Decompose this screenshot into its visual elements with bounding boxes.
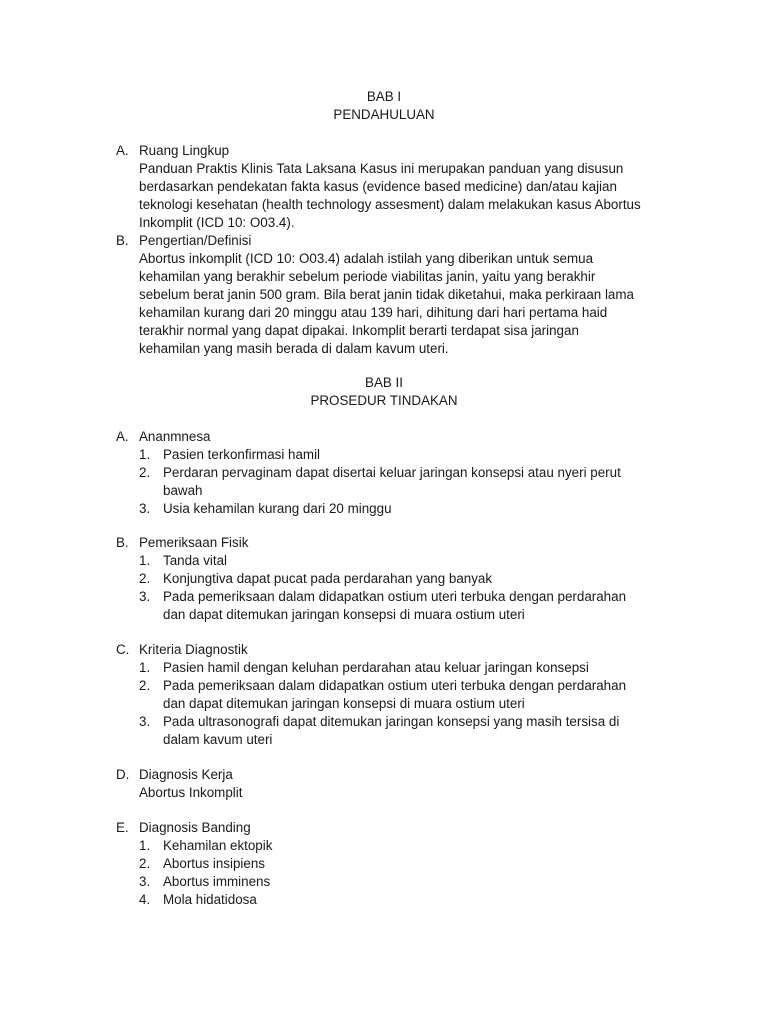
section-line: Panduan Praktis Klinis Tata Laksana Kasus ini merupakan panduan yang disusun <box>139 161 624 176</box>
section-letter: A. <box>116 429 129 444</box>
section-heading: Diagnosis Banding <box>139 820 251 835</box>
section-line: berdasarkan pendekatan fakta kasus (evidence based medicine) dan/atau kajian <box>139 179 617 194</box>
list-line: Pasien hamil dengan keluhan perdarahan atau keluar jaringan konsepsi <box>163 660 589 675</box>
section-letter: D. <box>116 767 130 782</box>
bab2-section-c <box>116 641 676 749</box>
list-line: Konjungtiva dapat pucat pada perdarahan yang banyak <box>163 571 493 586</box>
list-line: Pasien terkonfirmasi hamil <box>163 447 321 462</box>
list-item <box>139 855 676 873</box>
section-line: terakhir normal yang dapat dipakai. Inkomplit berarti terdapat sisa jaringan <box>139 323 579 338</box>
list-line: Pada ultrasonografi dapat ditemukan jaringan konsepsi yang masih tersisa di <box>163 714 620 729</box>
list-line: bawah <box>163 483 203 498</box>
section-heading: Pengertian/Definisi <box>139 233 252 248</box>
list-number: 4. <box>139 892 151 907</box>
list-number: 3. <box>139 501 151 516</box>
bab2-section-a <box>116 428 676 518</box>
list-number: 2. <box>139 465 151 480</box>
list-item <box>139 464 676 500</box>
section-line: Inkomplit (ICD 10: O03.4). <box>139 215 295 230</box>
list-item <box>139 588 676 624</box>
list-line: dan dapat ditemukan jaringan konsepsi di muara ostium uteri <box>163 607 525 622</box>
list-line: Perdaran pervaginam dapat disertai keluar jaringan konsepsi atau nyeri perut <box>163 465 621 480</box>
section-line: kehamilan kurang dari 20 minggu atau 139 hari, dihitung dari hari pertama haid <box>139 305 608 320</box>
bab1-section-b <box>116 232 676 358</box>
list-item <box>139 677 676 713</box>
list-item <box>139 891 676 909</box>
bab2-section-e <box>116 819 676 909</box>
bab1-title: PENDAHULUAN <box>333 107 435 122</box>
list-number: 1. <box>139 838 151 853</box>
section-letter: E. <box>116 820 129 835</box>
bab1-section-a <box>116 142 676 232</box>
section-line: sebelum berat janin 500 gram. Bila berat janin tidak diketahui, maka perkiraan lama <box>139 287 634 302</box>
list-line: Usia kehamilan kurang dari 20 minggu <box>163 501 392 516</box>
list-item <box>139 713 676 749</box>
list-item <box>139 552 676 570</box>
section-letter: C. <box>116 642 130 657</box>
list-number: 2. <box>139 856 151 871</box>
list-line: Mola hidatidosa <box>163 892 257 907</box>
list-line: Kehamilan ektopik <box>163 838 273 853</box>
list-line: dan dapat ditemukan jaringan konsepsi di muara ostium uteri <box>163 696 525 711</box>
list-line: Tanda vital <box>163 553 228 568</box>
list-number: 3. <box>139 714 151 729</box>
section-line: kehamilan yang masih berada di dalam kavum uteri. <box>139 341 449 356</box>
bab1-number: BAB I <box>366 89 402 104</box>
list-number: 2. <box>139 571 151 586</box>
list-item <box>139 659 676 677</box>
section-heading: Ruang Lingkup <box>139 143 230 158</box>
list-number: 3. <box>139 874 151 889</box>
bab2-section-b <box>116 534 676 624</box>
list-item <box>139 570 676 588</box>
list-number: 3. <box>139 589 151 604</box>
section-line: kehamilan yang berakhir sebelum periode viabilitas janin, yaitu yang berakhir <box>139 269 596 284</box>
bab2-number: BAB II <box>365 375 403 390</box>
section-heading: Kriteria Diagnostik <box>139 642 248 657</box>
list-number: 1. <box>139 447 151 462</box>
bab2-title: PROSEDUR TINDAKAN <box>310 393 458 408</box>
list-item <box>139 446 676 464</box>
list-line: Abortus insipiens <box>163 856 265 871</box>
bab2-section-d <box>116 766 676 802</box>
list-line: Pada pemeriksaan dalam didapatkan ostium uteri terbuka dengan perdarahan <box>163 678 627 693</box>
list-number: 1. <box>139 553 151 568</box>
list-item <box>139 873 676 891</box>
section-letter: B. <box>116 535 129 550</box>
section-line: teknologi kesehatan (health technology assesment) dalam melakukan kasus Abortus <box>139 197 641 212</box>
list-line: Abortus imminens <box>163 874 271 889</box>
section-heading: Ananmnesa <box>139 429 211 444</box>
section-heading: Pemeriksaan Fisik <box>139 535 249 550</box>
list-item <box>139 837 676 855</box>
list-line: Pada pemeriksaan dalam didapatkan ostium uteri terbuka dengan perdarahan <box>163 589 627 604</box>
list-line: dalam kavum uteri <box>163 732 273 747</box>
section-text: Abortus Inkomplit <box>139 785 243 800</box>
list-number: 1. <box>139 660 151 675</box>
section-line: Abortus inkomplit (ICD 10: O03.4) adalah istilah yang diberikan untuk semua <box>139 251 594 266</box>
list-number: 2. <box>139 678 151 693</box>
section-letter: A. <box>116 143 129 158</box>
list-item <box>139 500 676 518</box>
section-heading: Diagnosis Kerja <box>139 767 233 782</box>
section-letter: B. <box>116 233 129 248</box>
